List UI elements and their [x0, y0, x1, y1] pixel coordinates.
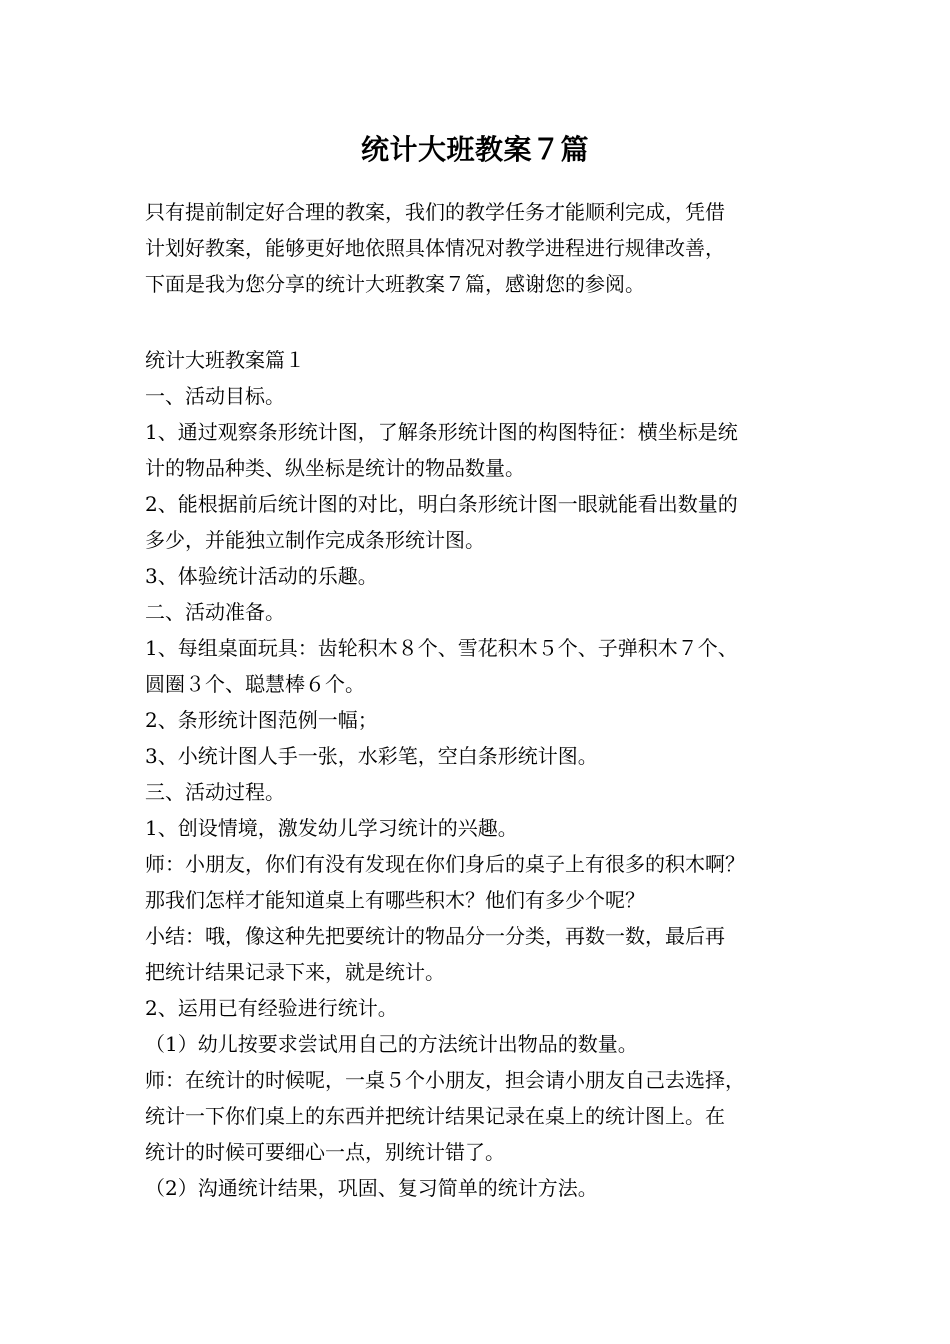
intro-line: 计划好教案，能够更好地依照具体情况对教学进程进行规律改善，	[145, 236, 725, 260]
lesson-plan-body	[145, 342, 835, 1206]
body-line: 把统计结果记录下来，就是统计。	[145, 960, 445, 984]
body-line: 统计一下你们桌上的东西并把统计结果记录在桌上的统计图上。在	[145, 1104, 725, 1128]
body-line: （2）沟通统计结果，巩固、复习简单的统计方法。	[145, 1176, 598, 1200]
body-line: 计的物品种类、纵坐标是统计的物品数量。	[145, 456, 525, 480]
body-line: 那我们怎样才能知道桌上有哪些积木？他们有多少个呢？	[145, 888, 645, 912]
intro-line: 下面是我为您分享的统计大班教案７篇，感谢您的参阅。	[145, 272, 645, 296]
body-line: 1、创设情境，激发幼儿学习统计的兴趣。	[145, 816, 518, 840]
subsection-heading: 三、活动过程。	[145, 780, 285, 804]
body-line: 师：小朋友，你们有没有发现在你们身后的桌子上有很多的积木啊？	[145, 852, 745, 876]
body-line: 2、运用已有经验进行统计。	[145, 996, 398, 1020]
body-line: 小结：哦，像这种先把要统计的物品分一分类，再数一数，最后再	[145, 924, 725, 948]
body-line: 1、通过观察条形统计图，了解条形统计图的构图特征：横坐标是统	[145, 420, 738, 444]
body-line: 师：在统计的时候呢，一桌５个小朋友，担会请小朋友自己去选择，	[145, 1068, 745, 1092]
body-line: 圆圈３个、聪慧棒６个。	[145, 672, 365, 696]
body-line: 多少，并能独立制作完成条形统计图。	[145, 528, 485, 552]
body-line: （1）幼儿按要求尝试用自己的方法统计出物品的数量。	[145, 1032, 638, 1056]
intro-line: 只有提前制定好合理的教案，我们的教学任务才能顺利完成，凭借	[145, 200, 725, 224]
body-line: 1、每组桌面玩具：齿轮积木８个、雪花积木５个、子弹积木７个、	[145, 636, 738, 660]
subsection-heading: 一、活动目标。	[145, 384, 285, 408]
body-line: 3、体验统计活动的乐趣。	[145, 564, 378, 588]
body-line: 3、小统计图人手一张，水彩笔，空白条形统计图。	[145, 744, 598, 768]
body-line: 2、条形统计图范例一幅；	[145, 708, 378, 732]
section-heading: 统计大班教案篇１	[145, 348, 305, 372]
body-line: 统计的时候可要细心一点，别统计错了。	[145, 1140, 505, 1164]
document-title: 统计大班教案７篇	[360, 133, 589, 166]
subsection-heading: 二、活动准备。	[145, 600, 285, 624]
body-line: 2、能根据前后统计图的对比，明白条形统计图一眼就能看出数量的	[145, 492, 738, 516]
intro-paragraph	[145, 194, 815, 302]
